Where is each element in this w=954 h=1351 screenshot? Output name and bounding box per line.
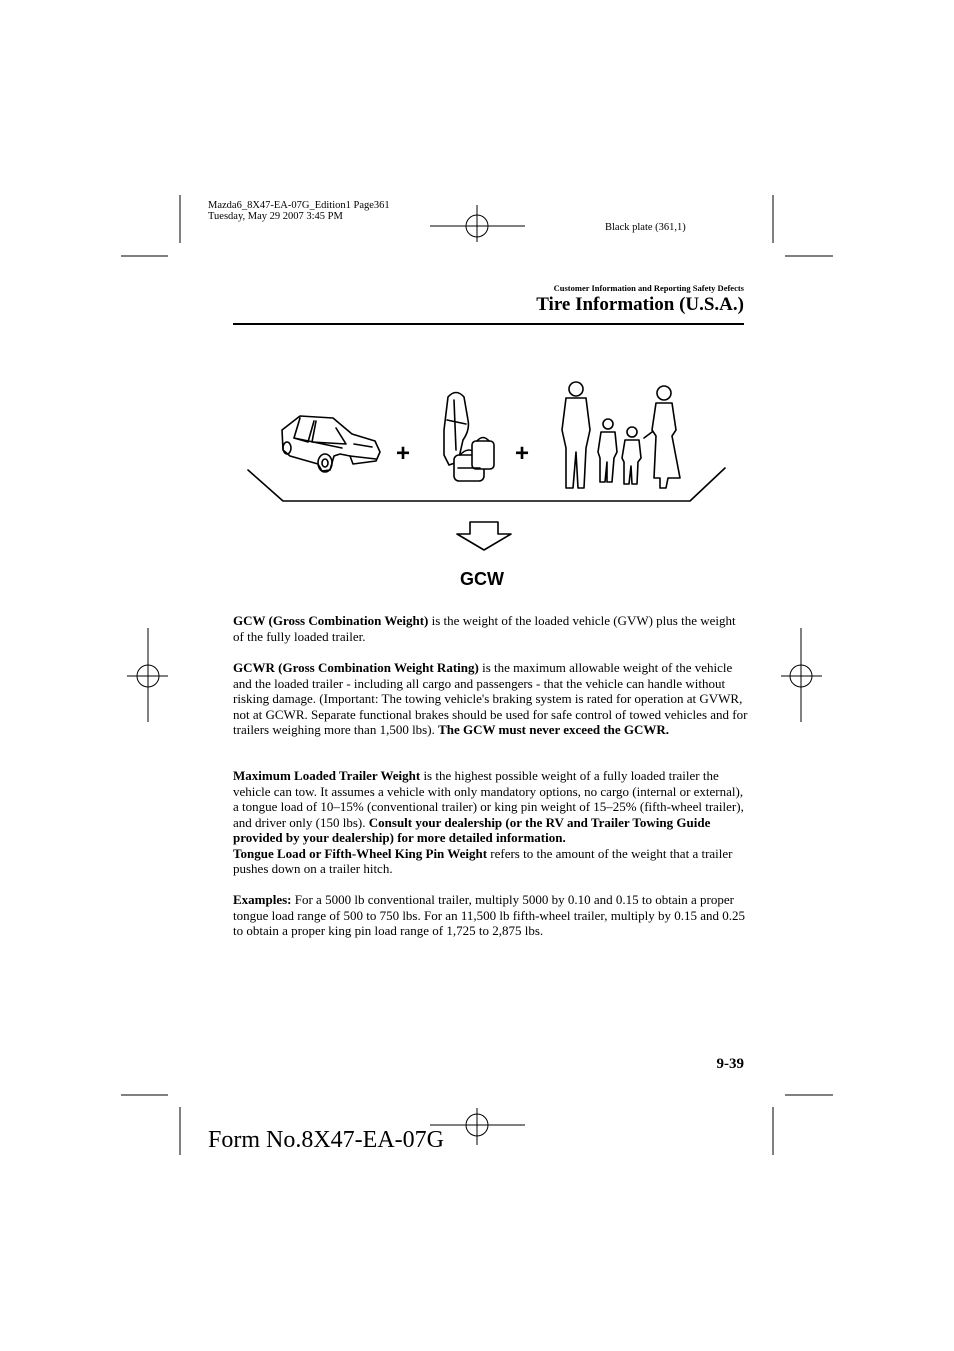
paragraph-max-trailer-weight xyxy=(233,768,748,877)
print-file-line2: Tuesday, May 29 2007 3:45 PM xyxy=(208,211,343,222)
term-gcwr: GCWR (Gross Combination Weight Rating) xyxy=(233,660,479,675)
term-gcw: GCW (Gross Combination Weight) xyxy=(233,613,429,628)
section-name: Customer Information and Reporting Safety Defects xyxy=(553,283,744,293)
plus-sign-1: + xyxy=(396,440,411,467)
emphasis-gcwr: The GCW must never exceed the GCWR. xyxy=(438,722,670,737)
text-gcw: is the weight of the loaded vehicle (GVW) plus the weight of the fully loaded trailer. xyxy=(233,613,736,644)
gcw-label: GCW xyxy=(460,569,504,589)
paragraph-examples xyxy=(233,892,748,939)
plus-sign-2: + xyxy=(515,440,530,467)
plate-label: Black plate (361,1) xyxy=(605,222,686,233)
text-tongue-load: refers to the amount of the weight that a trailer pushes down on a trailer hitch. xyxy=(233,845,733,876)
print-file-line1: Mazda6_8X47-EA-07G_Edition1 Page361 xyxy=(208,200,390,211)
paragraph-gcw xyxy=(233,613,748,644)
text-examples: For a 5000 lb conventional trailer, multiply 5000 by 0.10 and 0.15 to obtain a proper tongue load range of 500 to 750 lbs. For an 11,500 lb fifth-wheel trailer, multiply by 0.15 and 0.25 to obtain a proper king pin load range of 1,725 to 2,875 lbs. xyxy=(233,892,746,938)
form-number: Form No.8X47-EA-07G xyxy=(208,1127,444,1153)
term-examples: Examples: xyxy=(233,892,292,907)
luggage-icon xyxy=(444,393,494,482)
text-max-trailer-weight: is the highest possible weight of a fully loaded trailer the vehicle can tow. It assumes a vehicle with only mandatory options, no cargo (internal or external), a tongue load of 10–15% (conventional trailer) or king pin weight of 15–25% (fifth-wheel trailer), and driver only (150 lbs). xyxy=(233,768,744,830)
page-number: 9-39 xyxy=(716,1056,744,1072)
term-max-trailer-weight: Maximum Loaded Trailer Weight xyxy=(233,768,421,783)
emphasis-consult-dealer: Consult your dealership (or the RV and Trailer Towing Guide provided by your dealership) for more detailed information. xyxy=(233,814,711,845)
term-tongue-load: Tongue Load or Fifth-Wheel King Pin Weight xyxy=(233,845,488,861)
text-gcwr: is the maximum allowable weight of the vehicle and the loaded trailer - including all cargo and passengers - that the vehicle can handle without risking damage. (Important: The towing vehicle's braking system is rated for operation at GVWR, not at GCWR. Separate functional brakes should be used for safe control of towed vehicles and for trailers weighing more than 1,500 lbs). xyxy=(233,660,748,737)
family-icon xyxy=(562,382,680,488)
down-arrow-icon xyxy=(457,522,511,550)
car-icon xyxy=(282,416,380,472)
page-title: Tire Information (U.S.A.) xyxy=(536,294,744,315)
paragraph-gcwr xyxy=(233,660,748,738)
